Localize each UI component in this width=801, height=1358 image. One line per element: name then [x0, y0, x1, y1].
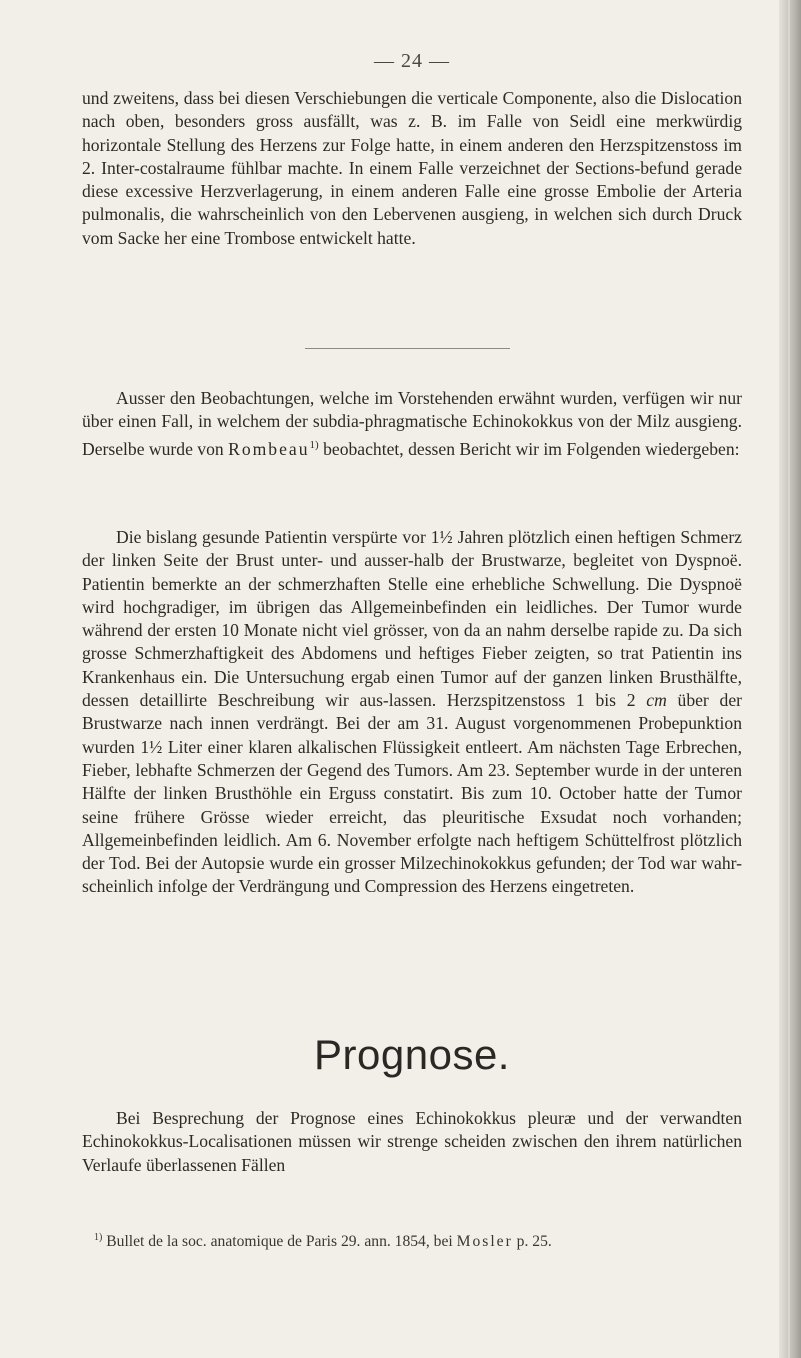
- paragraph-2-text-after-name: beobachtet, dessen Bericht wir im Folgenden wiedergeben:: [318, 438, 740, 459]
- footnote-author-mosler: Mosler: [456, 1233, 513, 1251]
- paragraph-3-case-report: [82, 526, 742, 899]
- paragraph-3-text-part-b: über der Brustwarze nach innen verdrängt. Bei der am 31. August vorgenommenen Probepunktion wurden 1½ Liter einer klaren alkalischen Flüssigkeit entleert. Am nächsten Tage Erbrechen, Fieber, lebhafte Schmerzen der Gegend des Tumors. Am 23. September wurde in der unteren Hälfte der linken Brusthöhle ein Erguss constatirt. Bis zum 10. October hatte der Tumor seine frühere Grösse wieder erreicht, das pleuritische Exsudat noch vorhanden; Allgemeinbefinden leidlich. Am 6. November erfolgte nach heftigem Schüttelfrost plötzlich der Tod. Bei der Autopsie wurde ein grosser Milzechinokokkus gefunden; der Tod war wahr-scheinlich infolge der Verdrängung und Compression des Herzens eingetreten.: [82, 690, 742, 897]
- footnote-marker: 1): [94, 1232, 103, 1243]
- paragraph-3-text-part-a: Die bislang gesunde Patientin verspürte vor 1½ Jahren plötzlich einen heftigen Schmerz der linken Seite der Brust unter- und ausser-halb der Brustwarze, begleitet von Dyspnoë. Patientin bemerkte an der schmerzhaften Stelle eine erhebliche Schwellung. Die Dyspnoë wird hochgradiger, im übrigen das Allgemeinbefinden ein leidliches. Der Tumor wurde während der ersten 10 Monate nicht viel grösser, von da an nahm derselbe rapide zu. Da sich grosse Schmerzhaftigkeit des Abdomens und heftiges Fieber zeigten, so trat Patientin ins Krankenhaus ein. Die Untersuchung ergab einen Tumor auf der ganzen linken Brusthälfte, dessen detaillirte Beschreibung wir aus-lassen. Herzspitzenstoss 1 bis 2: [82, 527, 742, 711]
- paragraph-2-text-before-name: Ausser den Beobachtungen, welche im Vorstehenden erwähnt wurden, verfügen wir nur über einen Fall, in welchem der subdia-phragmatische Echinokokkus von der Milz ausgieng. Derselbe wurde von: [82, 388, 742, 459]
- paragraph-2: [82, 387, 742, 461]
- section-heading-prognose: Prognose.: [314, 1031, 510, 1078]
- page-number: — 24 —: [374, 50, 450, 72]
- author-name-rombeau: Rombeau: [228, 438, 310, 459]
- footnote-text-before-name: Bullet de la soc. anatomique de Paris 29. ann. 1854, bei: [102, 1233, 457, 1251]
- page-edge-shadow: [779, 0, 801, 1358]
- section-divider-line: [305, 348, 510, 349]
- footnote-reference-marker: 1): [309, 438, 319, 451]
- footnote: [94, 1228, 754, 1252]
- book-page: [82, 0, 742, 1358]
- unit-cm: cm: [646, 690, 667, 711]
- footnote-text-after-name: p. 25.: [512, 1233, 552, 1251]
- paragraph-1: und zweitens, dass bei diesen Verschiebungen die verticale Componente, also die Dislocation nach oben, besonders gross ausfällt, was z. B. im Falle von Seidl eine merkwürdig horizontale Stellung des Herzens zur Folge hatte, in einem anderen den Herzspitzenstoss im 2. Inter-costalraume fühlbar machte. In einem Falle verzeichnet der Sections-befund gerade diese excessive Herzverlagerung, in einem anderen Falle eine grosse Embolie der Arteria pulmonalis, die wahrscheinlich von den Lebervenen ausgieng, in welchen sich durch Druck vom Sacke her eine Trombose entwickelt hatte.: [82, 88, 742, 248]
- paragraph-4: Bei Besprechung der Prognose eines Echinokokkus pleuræ und der verwandten Echinokokkus-Localisationen müssen wir strenge scheiden zwischen den ihrem natürlichen Verlaufe überlassenen Fällen: [82, 1108, 742, 1175]
